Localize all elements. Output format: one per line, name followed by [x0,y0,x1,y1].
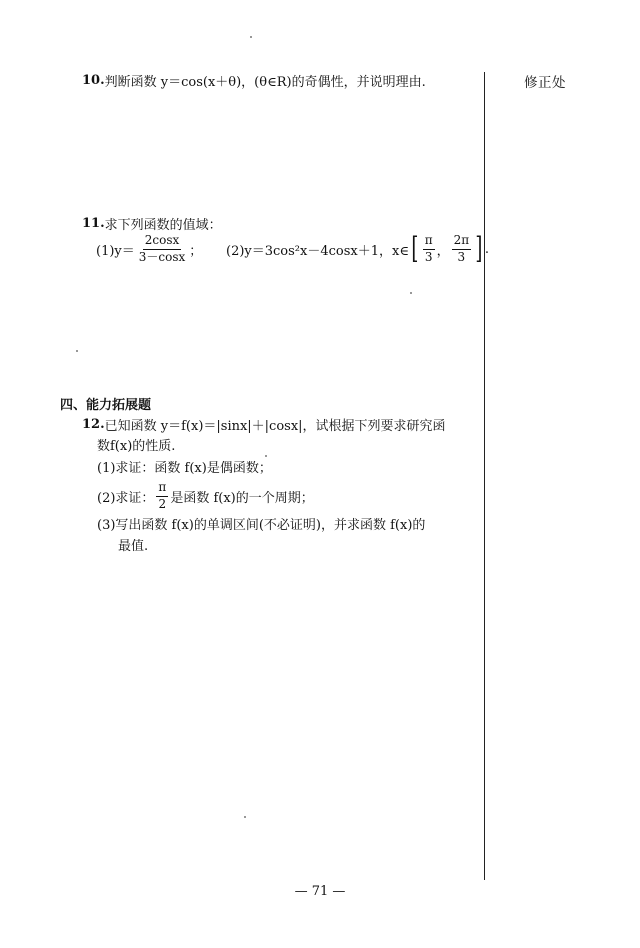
question-10-text: 判断函数 y＝cos(x＋θ)，(θ∈R)的奇偶性，并说明理由. [104,75,426,90]
question-12-line1 [82,415,446,434]
q11-interval-comma: ， [436,243,450,259]
q11-interval-lower-fraction [423,234,435,265]
q12-part2-numerator: π [156,481,168,497]
question-12-text-line1: 已知函数 y＝f(x)＝|sinx|＋|cosx|，试根据下列要求研究函 [104,419,446,434]
q11-interval-left-bracket: [ [411,231,419,267]
q11-interval-upper-fraction [452,234,472,265]
scan-speck [76,350,78,352]
q12-part2-fraction [156,481,168,512]
q11-part1-fraction [137,234,188,265]
question-10-number: 10. [82,73,105,88]
question-12-part1: (1)求证：函数 f(x)是偶函数； [97,461,272,476]
question-12-part2 [97,481,314,512]
q11-part1-prefix: (1)y＝ [96,243,135,259]
q11-lower-numerator: π [423,234,435,250]
page-number: — 71 — [294,884,346,899]
q11-lower-denominator: 3 [424,249,433,264]
scan-speck [410,292,412,294]
scan-speck [265,455,267,457]
q11-upper-denominator: 3 [457,249,466,264]
q12-part2-denominator: 2 [158,496,167,511]
q12-part2-suffix: 是函数 f(x)的一个周期； [170,490,314,506]
q11-part1-suffix: ； [189,243,203,259]
question-11-number: 11. [82,216,105,231]
q12-part2-prefix: (2)求证： [97,490,155,506]
correction-column-divider [484,72,485,880]
q11-part1-denominator: 3－cosx [138,249,186,264]
question-10 [82,71,426,90]
scan-speck [244,816,246,818]
q11-interval-right-bracket: ] [475,231,483,267]
correction-column-label: 修正处 [524,75,566,91]
question-12-number: 12. [82,417,105,432]
q11-part1-numerator: 2cosx [143,234,182,250]
question-11-title: 求下列函数的值域： [104,218,222,233]
question-11-title-line [82,214,222,233]
question-12-line2: 数f(x)的性质. [97,439,176,454]
q11-part2-suffix: . [484,241,489,257]
q11-upper-numerator: 2π [452,234,472,250]
question-11-part2 [226,231,489,267]
question-11-part1 [96,234,202,265]
q11-part2-prefix: (2)y＝3cos²x－4cosx＋1，x∈ [226,243,409,259]
section-4-heading: 四、能力拓展题 [60,398,152,413]
question-12-part3-line1: (3)写出函数 f(x)的单调区间(不必证明)，并求函数 f(x)的 [97,518,426,533]
scan-speck [250,36,252,38]
question-12-part3-line2: 最值. [118,539,149,554]
